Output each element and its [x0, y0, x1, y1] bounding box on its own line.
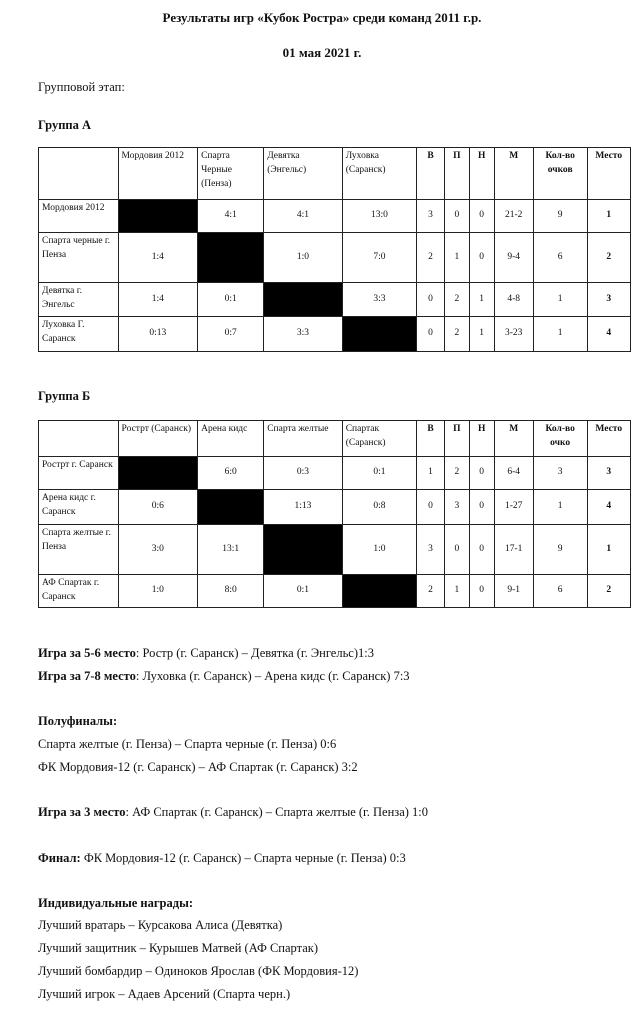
stat-cell: 0 — [444, 525, 469, 575]
team-header: Спарта Черные (Пенза) — [198, 148, 264, 200]
stat-cell: 3 — [417, 525, 445, 575]
result-cell: 0:1 — [264, 575, 343, 608]
stat-cell: 3 — [417, 200, 445, 233]
result-cell: 1:4 — [118, 283, 198, 317]
stat-cell: 1 — [444, 233, 469, 283]
table-row — [39, 317, 631, 352]
table-row — [39, 200, 631, 233]
game-3rd-place-result: : АФ Спартак (г. Саранск) – Спарта желтые (г. Пенза) 1:0 — [125, 805, 429, 819]
group-a-title: Группа А — [38, 118, 92, 132]
table-row — [39, 457, 631, 490]
award-item: Лучший вратарь – Курсакова Алиса (Девятка) — [38, 918, 283, 932]
stat-cell: 9 — [533, 200, 587, 233]
result-cell: 0:8 — [342, 490, 416, 525]
place-cell: 1 — [587, 525, 630, 575]
team-name: Спарта черные г. Пенза — [39, 233, 119, 283]
table-row — [39, 233, 631, 283]
stat-cell: 9 — [533, 525, 587, 575]
stat-cell: 2 — [417, 233, 445, 283]
result-cell: 13:0 — [342, 200, 416, 233]
team-name: Мордовия 2012 — [39, 200, 119, 233]
result-cell: 0:3 — [264, 457, 343, 490]
stat-cell: 0 — [417, 283, 445, 317]
group-a-table — [38, 147, 631, 352]
group-b-title: Группа Б — [38, 389, 91, 403]
game-3rd-place-label: Игра за 3 место — [38, 805, 126, 819]
stat-header: Кол-во очков — [533, 148, 587, 200]
table-header-row — [39, 148, 631, 200]
diagonal-cell — [264, 283, 343, 317]
result-cell: 1:0 — [342, 525, 416, 575]
stat-cell: 6-4 — [494, 457, 533, 490]
table-header-row — [39, 421, 631, 457]
stat-cell: 1 — [444, 575, 469, 608]
stat-header: Н — [469, 421, 494, 457]
team-name: Луховка Г. Саранск — [39, 317, 119, 352]
table-row — [39, 283, 631, 317]
diagonal-cell — [264, 525, 343, 575]
stat-header: Место — [587, 421, 630, 457]
stat-cell: 17-1 — [494, 525, 533, 575]
award-item: Лучший игрок – Адаев Арсений (Спарта черн.) — [38, 987, 291, 1001]
stat-header: Н — [469, 148, 494, 200]
final-label: Финал: — [38, 851, 81, 865]
result-cell: 8:0 — [198, 575, 264, 608]
place-cell: 3 — [587, 283, 630, 317]
result-cell: 1:0 — [264, 233, 343, 283]
game-7-8-result: : Луховка (г. Саранск) – Арена кидс (г. Саранск) 7:3 — [135, 669, 410, 683]
stat-cell: 0 — [469, 457, 494, 490]
stat-cell: 0 — [417, 490, 445, 525]
result-cell: 3:3 — [342, 283, 416, 317]
stat-cell: 3 — [533, 457, 587, 490]
stat-cell: 4-8 — [494, 283, 533, 317]
result-cell: 6:0 — [198, 457, 264, 490]
result-cell: 7:0 — [342, 233, 416, 283]
game-5-6-line — [38, 646, 374, 661]
group-stage-label: Групповой этап: — [38, 80, 125, 94]
diagonal-cell — [118, 200, 198, 233]
team-header: Мордовия 2012 — [118, 148, 198, 200]
game-7-8-line — [38, 669, 410, 684]
stat-cell: 6 — [533, 575, 587, 608]
place-cell: 4 — [587, 490, 630, 525]
result-cell: 1:0 — [118, 575, 198, 608]
document-date: 01 мая 2021 г. — [282, 45, 362, 60]
group-b-table — [38, 420, 631, 608]
table-row — [39, 525, 631, 575]
result-cell: 0:1 — [198, 283, 264, 317]
result-cell: 4:1 — [198, 200, 264, 233]
team-name: Спарта желтые г. Пенза — [39, 525, 119, 575]
game-5-6-result: : Ростр (г. Саранск) – Девятка (г. Энгельс)1:3 — [135, 646, 374, 660]
stat-header: В — [417, 421, 445, 457]
result-cell: 1:13 — [264, 490, 343, 525]
diagonal-cell — [118, 457, 198, 490]
team-name: Арена кидс г. Саранск — [39, 490, 119, 525]
stat-cell: 0 — [469, 200, 494, 233]
stat-cell: 2 — [444, 457, 469, 490]
stat-header: В — [417, 148, 445, 200]
place-cell: 3 — [587, 457, 630, 490]
place-cell: 2 — [587, 233, 630, 283]
stat-cell: 1 — [533, 317, 587, 352]
stat-cell: 3-23 — [494, 317, 533, 352]
result-cell: 0:13 — [118, 317, 198, 352]
final-line — [38, 851, 406, 866]
stat-cell: 1 — [469, 283, 494, 317]
stat-cell: 1 — [469, 317, 494, 352]
team-name: АФ Спартак г. Саранск — [39, 575, 119, 608]
stat-cell: 9-4 — [494, 233, 533, 283]
team-header: Девятка (Энгельс) — [264, 148, 343, 200]
team-header: Рострт (Саранск) — [118, 421, 198, 457]
stat-cell: 1-27 — [494, 490, 533, 525]
team-header: Луховка (Саранск) — [342, 148, 416, 200]
award-item: Лучший защитник – Курышев Матвей (АФ Спартак) — [38, 941, 318, 955]
stat-cell: 2 — [444, 283, 469, 317]
game-3rd-place-line — [38, 805, 428, 820]
stat-header: Место — [587, 148, 630, 200]
diagonal-cell — [198, 490, 264, 525]
table-row — [39, 490, 631, 525]
stat-cell: 3 — [444, 490, 469, 525]
diagonal-cell — [342, 575, 416, 608]
table-row — [39, 575, 631, 608]
stat-cell: 1 — [533, 490, 587, 525]
stat-cell: 0 — [444, 200, 469, 233]
team-name: Девятка г. Энгельс — [39, 283, 119, 317]
place-cell: 1 — [587, 200, 630, 233]
awards-label: Индивидуальные награды: — [38, 896, 194, 910]
semifinal-2: ФК Мордовия-12 (г. Саранск) – АФ Спартак (г. Саранск) 3:2 — [38, 760, 358, 774]
stat-cell: 0 — [469, 490, 494, 525]
diagonal-cell — [342, 317, 416, 352]
document-title: Результаты игр «Кубок Ростра» среди команд 2011 г.р. — [162, 10, 482, 25]
stat-cell: 1 — [417, 457, 445, 490]
semifinals-label: Полуфиналы: — [38, 714, 118, 728]
result-cell: 3:3 — [264, 317, 343, 352]
stat-cell: 0 — [469, 575, 494, 608]
team-header: Арена кидс — [198, 421, 264, 457]
stat-header: М — [494, 148, 533, 200]
stat-cell: 6 — [533, 233, 587, 283]
place-cell: 4 — [587, 317, 630, 352]
game-7-8-label: Игра за 7-8 место — [38, 669, 136, 683]
team-header: Спартак (Саранск) — [342, 421, 416, 457]
diagonal-cell — [198, 233, 264, 283]
stat-cell: 21-2 — [494, 200, 533, 233]
stat-header: П — [444, 148, 469, 200]
result-cell: 0:1 — [342, 457, 416, 490]
stat-cell: 0 — [469, 525, 494, 575]
final-result: ФК Мордовия-12 (г. Саранск) – Спарта черные (г. Пенза) 0:3 — [80, 851, 406, 865]
stat-cell: 0 — [417, 317, 445, 352]
result-cell: 1:4 — [118, 233, 198, 283]
stat-header: Кол-во очко — [533, 421, 587, 457]
stat-header: М — [494, 421, 533, 457]
result-cell: 13:1 — [198, 525, 264, 575]
stat-header: П — [444, 421, 469, 457]
stat-cell: 2 — [444, 317, 469, 352]
semifinal-1: Спарта желтые (г. Пенза) – Спарта черные (г. Пенза) 0:6 — [38, 737, 337, 751]
stat-cell: 1 — [533, 283, 587, 317]
game-5-6-label: Игра за 5-6 место — [38, 646, 136, 660]
stat-cell: 9-1 — [494, 575, 533, 608]
team-header: Спарта желтые — [264, 421, 343, 457]
team-name: Рострт г. Саранск — [39, 457, 119, 490]
result-cell: 4:1 — [264, 200, 343, 233]
result-cell: 0:6 — [118, 490, 198, 525]
stat-cell: 2 — [417, 575, 445, 608]
result-cell: 0:7 — [198, 317, 264, 352]
result-cell: 3:0 — [118, 525, 198, 575]
stat-cell: 0 — [469, 233, 494, 283]
award-item: Лучший бомбардир – Одиноков Ярослав (ФК Мордовия-12) — [38, 964, 359, 978]
place-cell: 2 — [587, 575, 630, 608]
